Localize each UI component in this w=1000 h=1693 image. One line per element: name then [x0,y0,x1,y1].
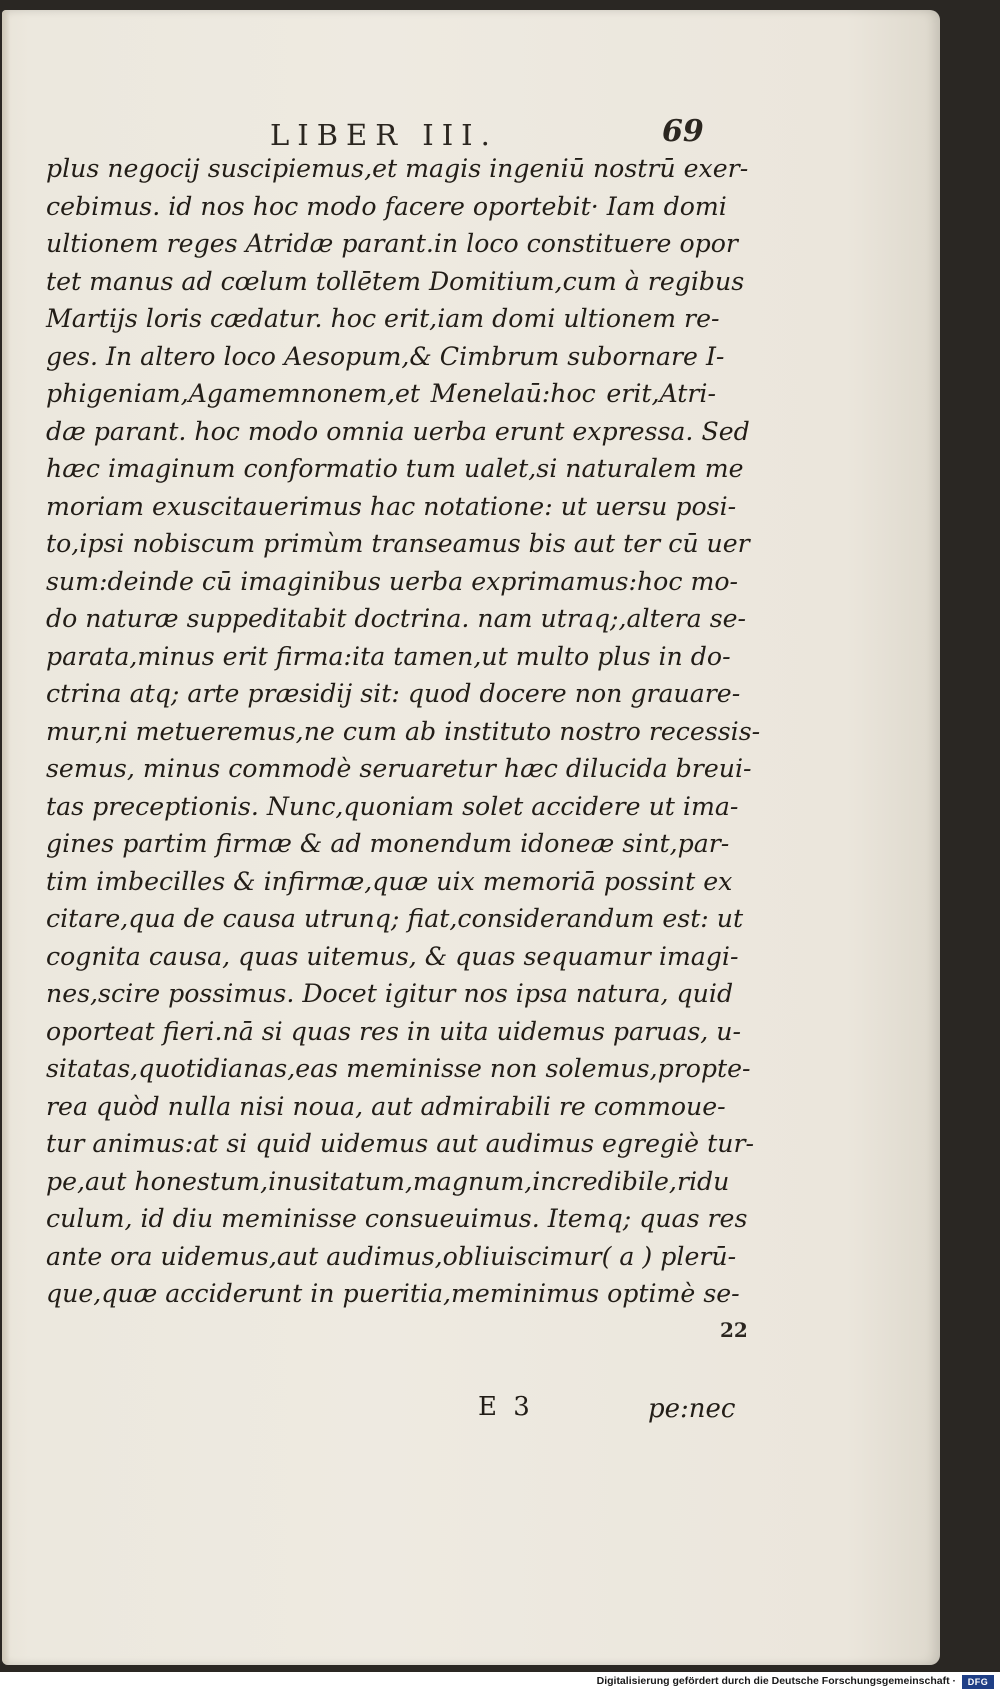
text-line: tas preceptionis. Nunc,quoniam solet accidere ut ima- [46,791,739,821]
text-line: to,ipsi nobiscum primùm transeamus bis aut ter cū uer [46,529,750,558]
text-line: nes,scire possimus. Docet igitur nos ipsa natura, quid [46,979,734,1008]
text-line: phigeniam,Agamemnonem,et Menelaū:hoc erit,Atri- [46,379,716,408]
page-gutter-edge [2,10,10,1665]
page-number: 69 [662,114,704,149]
text-line: ante ora uidemus,aut audimus,obliuiscimur( a ) plerū- [46,1241,737,1271]
running-head: LIBER III. [270,118,498,152]
text-line: cebimus. id nos hoc modo facere oportebit· Iam domi [46,191,727,221]
text-line: ges. In altero loco Aesopum,& Cimbrum subornare I- [46,341,725,371]
text-line: ultionem reges Atridæ parant.in loco constituere opor [46,229,738,258]
text-line: oporteat fieri.nā si quas res in uita uidemus paruas, u- [46,1016,742,1046]
text-line: sitatas,quotidianas,eas meminisse non solemus,propte- [46,1054,751,1083]
funding-credit: Digitalisierung gefördert durch die Deutsche Forschungsgemeinschaft · [596,1675,956,1687]
catchword: pe:nec [648,1394,736,1424]
text-line: que,quæ acciderunt in pueritia,meminimus optimè se- [46,1279,740,1308]
text-line: semus, minus commodè seruaretur hæc dilucida breui- [46,754,752,783]
margin-note: 22 [720,1318,748,1342]
text-line: do naturæ suppeditabit doctrina. nam utraq;,altera se- [46,604,747,633]
text-line: tim imbecilles & infirmæ,quæ uix memoriā possint ex [46,866,733,896]
text-line: tur animus:at si quid uidemus aut audimus egregiè tur- [46,1129,754,1158]
text-line: mur,ni metueremus,ne cum ab instituto nostro recessis- [46,716,761,746]
text-line: ctrina atq; arte præsidij sit: quod docere non grauare- [46,679,741,708]
text-line: sum:deinde cū imaginibus uerba exprimamus:hoc mo- [46,566,739,596]
text-line: dæ parant. hoc modo omnia uerba erunt expressa. Sed [46,416,750,446]
text-line: cognita causa, quas uitemus, & quas sequamur imagi- [46,941,739,971]
text-line: hæc imaginum conformatio tum ualet,si naturalem me [46,454,744,483]
text-line: Martijs loris cædatur. hoc erit,iam domi ultionem re- [46,304,720,333]
text-line: parata,minus erit firma:ita tamen,ut multo plus in do- [46,641,731,671]
text-line: culum, id diu meminisse consueuimus. Itemq; quas res [46,1204,748,1233]
text-line: citare,qua de causa utrunq; fiat,considerandum est: ut [46,904,744,933]
digitization-credit-bar [0,1672,1000,1693]
text-line: rea quòd nulla nisi noua, aut admirabili re commoue- [46,1091,726,1121]
text-line: tet manus ad cœlum tollētem Domitium,cum à regibus [46,266,745,296]
dfg-logo[interactable]: DFG [962,1675,994,1689]
body-text [46,150,761,1313]
text-line: plus negocij suscipiemus,et magis ingeniū nostrū exer- [46,154,749,183]
text-line: gines partim firmæ & ad monendum idoneæ sint,par- [46,829,730,858]
signature-mark: E 3 [478,1392,534,1422]
text-line: pe,aut honestum,inusitatum,magnum,incredibile,ridu [46,1166,730,1196]
book-page [2,10,940,1665]
text-line: moriam exuscitauerimus hac notatione: ut uersu posi- [46,491,737,521]
